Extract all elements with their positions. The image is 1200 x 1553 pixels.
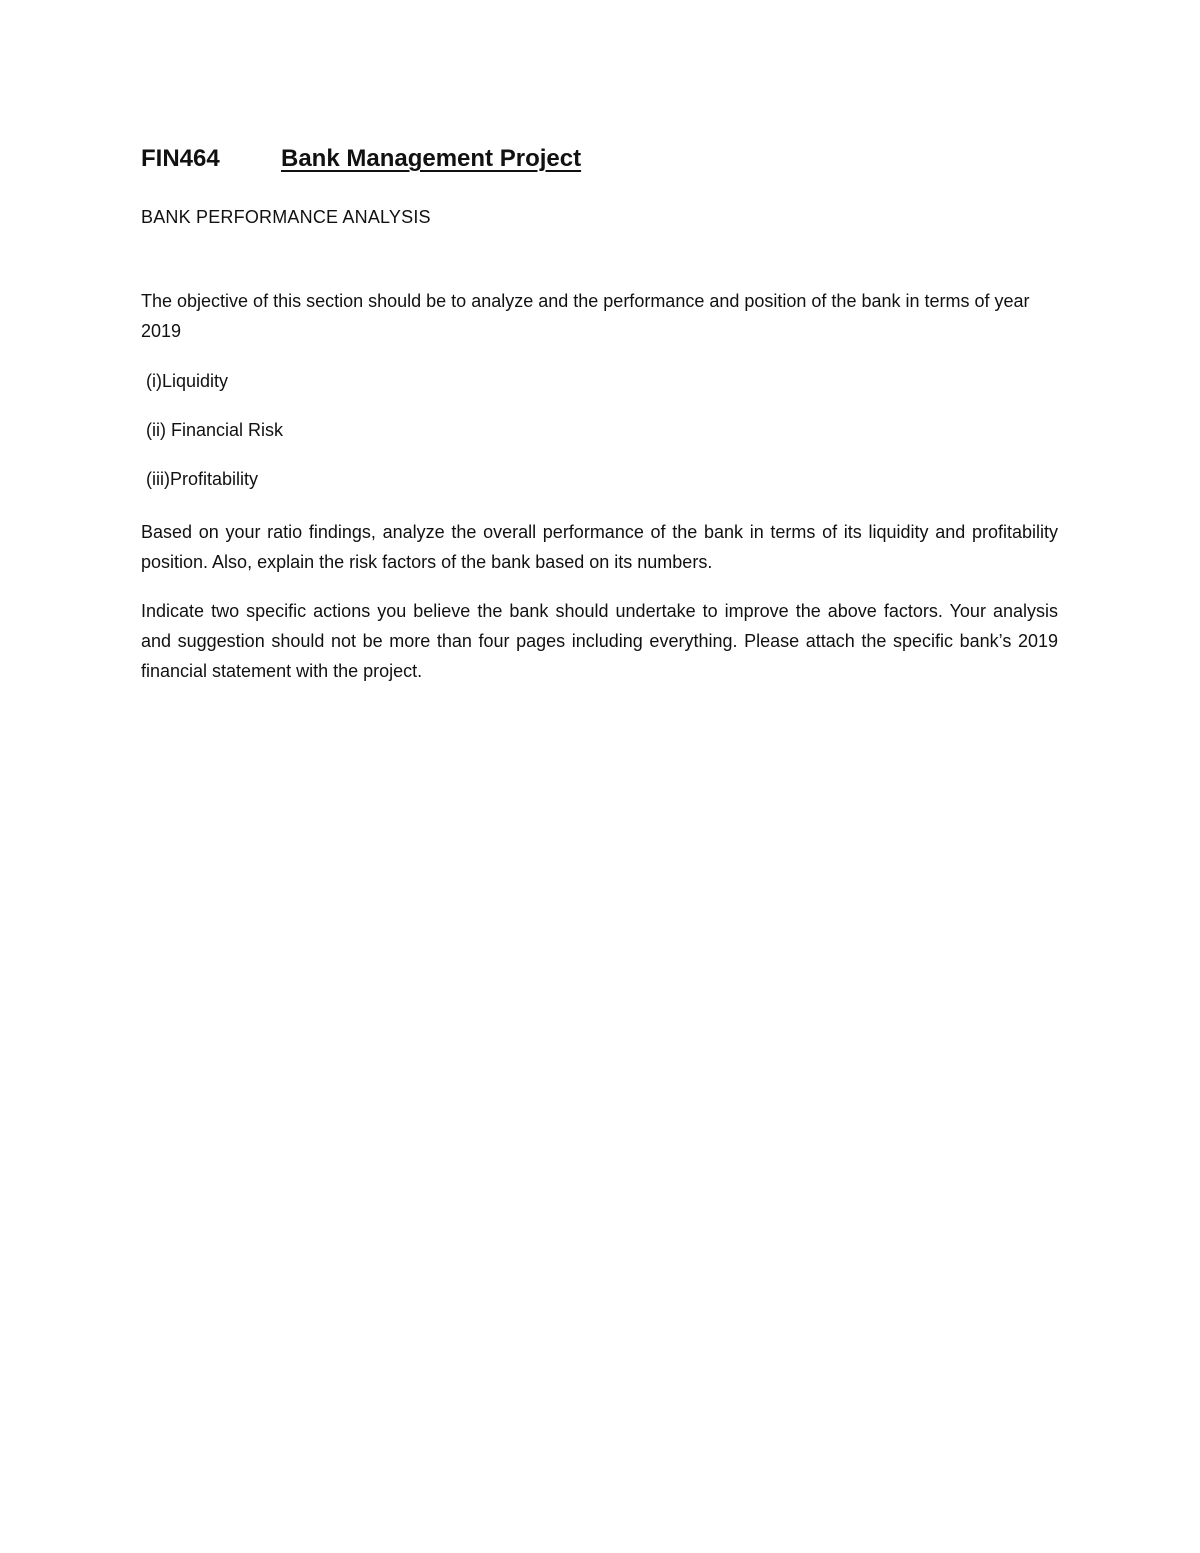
document-title — [141, 143, 1058, 175]
course-code: FIN464 — [141, 145, 220, 172]
paragraph-specific-actions: Indicate two specific actions you believe the bank should undertake to improve the above factors. Your analysis and suggestion should not be more than four pages including everything. Please attach the specific bank’s 2019 financial statement with the project. — [141, 601, 1058, 681]
list-item-liquidity: (i)Liquidity — [146, 371, 229, 391]
page-content — [141, 143, 1058, 686]
paragraph-ratio-findings: Based on your ratio findings, analyze the overall performance of the bank in terms of its liquidity and profitability position. Also, explain the risk factors of the bank based on its numbers. — [141, 522, 1058, 572]
list-item-financial-risk: (ii) Financial Risk — [146, 420, 284, 440]
section-heading: BANK PERFORMANCE ANALYSIS — [141, 207, 431, 227]
project-name: Bank Management Project — [281, 145, 582, 172]
list-item-profitability: (iii)Profitability — [146, 469, 259, 489]
intro-paragraph: The objective of this section should be to analyze and the performance and position of the bank in terms of year 2019 — [141, 291, 1030, 341]
